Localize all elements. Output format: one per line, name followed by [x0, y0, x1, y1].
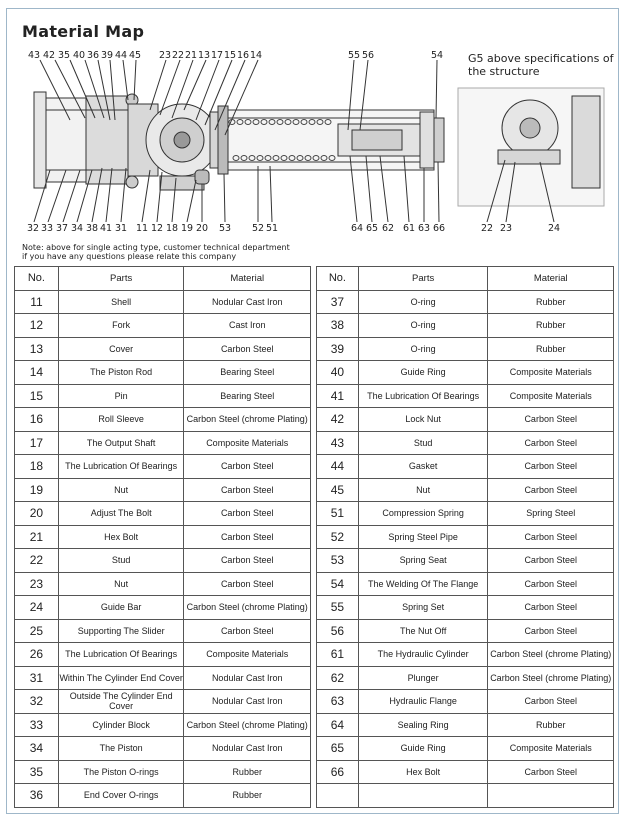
cell-no: 32	[15, 690, 59, 714]
cell-material: Carbon Steel	[488, 408, 614, 432]
cell-parts: Stud	[358, 431, 488, 455]
cell-parts: Stud	[58, 549, 184, 573]
table-row	[317, 572, 614, 596]
cell-no: 31	[15, 666, 59, 690]
table-row	[15, 760, 311, 784]
table-row	[317, 431, 614, 455]
cell-parts: The Piston Rod	[58, 361, 184, 385]
table-row	[317, 784, 614, 808]
cell-parts: Supporting The Slider	[58, 619, 184, 643]
callout-label: 11	[136, 223, 149, 234]
callout-label: 18	[166, 223, 179, 234]
table-row	[317, 619, 614, 643]
cell-no: 55	[317, 596, 359, 620]
parts-table-left	[14, 266, 311, 808]
cell-parts: The Lubrication Of Bearings	[358, 384, 488, 408]
cell-material: Carbon Steel	[184, 502, 311, 526]
cell-no: 33	[15, 713, 59, 737]
page-title: Material Map	[22, 22, 145, 41]
cell-parts: Compression Spring	[358, 502, 488, 526]
table-row	[15, 572, 311, 596]
callout-label: 36	[87, 50, 100, 61]
cell-no: 56	[317, 619, 359, 643]
table-row	[317, 384, 614, 408]
cell-parts: Shell	[58, 290, 184, 314]
note-line: if you have any questions please relate this company	[22, 252, 237, 261]
cell-material: Bearing Steel	[184, 361, 311, 385]
cell-material: Carbon Steel (chrome Plating)	[184, 596, 311, 620]
cell-parts: End Cover O-rings	[58, 784, 184, 808]
cell-no: 44	[317, 455, 359, 479]
callout-label: 23	[500, 223, 513, 234]
cell-parts: Hydraulic Flange	[358, 690, 488, 714]
callout-label: 43	[28, 50, 41, 61]
cell-parts: Gasket	[358, 455, 488, 479]
actuator-drawing	[0, 0, 627, 260]
cell-no: 16	[15, 408, 59, 432]
table-row	[15, 384, 311, 408]
cell-material: Carbon Steel	[184, 478, 311, 502]
callout-label: 24	[548, 223, 561, 234]
cell-no: 43	[317, 431, 359, 455]
callout-label: 62	[382, 223, 395, 234]
callout-label: 52	[252, 223, 265, 234]
cell-material: Carbon Steel (chrome Plating)	[184, 408, 311, 432]
table-row	[317, 760, 614, 784]
callout-label: 15	[224, 50, 237, 61]
callout-label: 45	[129, 50, 142, 61]
cell-no: 37	[317, 290, 359, 314]
table-row	[15, 737, 311, 761]
table-row	[15, 314, 311, 338]
table-row	[317, 455, 614, 479]
cell-material: Carbon Steel	[488, 525, 614, 549]
cell-material: Composite Materials	[184, 643, 311, 667]
table-row	[15, 690, 311, 714]
table-row	[15, 431, 311, 455]
callout-label: 65	[366, 223, 379, 234]
callout-label: 61	[403, 223, 416, 234]
cell-material: Rubber	[184, 760, 311, 784]
cell-no: 14	[15, 361, 59, 385]
callout-label: 66	[433, 223, 446, 234]
parts-table-right	[316, 266, 614, 808]
cell-parts: Cylinder Block	[58, 713, 184, 737]
cell-no: 39	[317, 337, 359, 361]
callout-label: 37	[56, 223, 69, 234]
cell-no: 21	[15, 525, 59, 549]
callout-label: 31	[115, 223, 128, 234]
cell-material: Cast Iron	[184, 314, 311, 338]
table-row	[15, 478, 311, 502]
cell-parts: Spring Seat	[358, 549, 488, 573]
table-row	[317, 596, 614, 620]
cell-parts: Cover	[58, 337, 184, 361]
cell-no: 36	[15, 784, 59, 808]
cell-no: 11	[15, 290, 59, 314]
cell-material: Nodular Cast Iron	[184, 666, 311, 690]
cell-parts: O-ring	[358, 337, 488, 361]
callout-label: 40	[73, 50, 86, 61]
cell-material: Carbon Steel	[184, 549, 311, 573]
cell-material: Carbon Steel (chrome Plating)	[488, 643, 614, 667]
callout-label: 17	[211, 50, 224, 61]
cell-parts: Roll Sleeve	[58, 408, 184, 432]
table-row	[317, 690, 614, 714]
callout-label: 33	[41, 223, 54, 234]
cell-no: 26	[15, 643, 59, 667]
cell-no: 35	[15, 760, 59, 784]
cell-parts: Sealing Ring	[358, 713, 488, 737]
cell-parts: Nut	[58, 478, 184, 502]
cell-no: 13	[15, 337, 59, 361]
cell-no	[317, 784, 359, 808]
note-line: Note: above for single acting type, customer technical department	[22, 243, 290, 252]
callout-label: 41	[100, 223, 113, 234]
cell-parts: The Hydraulic Cylinder	[358, 643, 488, 667]
cell-parts	[358, 784, 488, 808]
table-row	[317, 713, 614, 737]
cell-parts: The Output Shaft	[58, 431, 184, 455]
cell-parts: The Lubrication Of Bearings	[58, 643, 184, 667]
cell-material: Nodular Cast Iron	[184, 737, 311, 761]
callout-label: 21	[185, 50, 198, 61]
callout-label: 39	[101, 50, 114, 61]
cell-material: Carbon Steel	[488, 572, 614, 596]
cell-no: 54	[317, 572, 359, 596]
cell-material: Carbon Steel (chrome Plating)	[488, 666, 614, 690]
cell-parts: Lock Nut	[358, 408, 488, 432]
cell-material: Carbon Steel	[488, 478, 614, 502]
header-material: Material	[488, 267, 614, 291]
cell-material: Rubber	[488, 713, 614, 737]
table-row	[15, 290, 311, 314]
cell-material: Composite Materials	[488, 737, 614, 761]
cell-material: Carbon Steel	[184, 455, 311, 479]
callout-label: 12	[151, 223, 164, 234]
cell-parts: The Welding Of The Flange	[358, 572, 488, 596]
callout-label: 51	[266, 223, 279, 234]
cell-material: Composite Materials	[488, 384, 614, 408]
cell-no: 17	[15, 431, 59, 455]
callout-label: 54	[431, 50, 444, 61]
cell-no: 42	[317, 408, 359, 432]
cell-parts: Guide Bar	[58, 596, 184, 620]
cell-material: Composite Materials	[488, 361, 614, 385]
cell-parts: Outside The Cylinder End Cover	[58, 690, 184, 714]
table-row	[317, 290, 614, 314]
cell-material: Carbon Steel	[488, 431, 614, 455]
table-row	[317, 314, 614, 338]
cell-material: Carbon Steel	[184, 619, 311, 643]
cell-parts: Within The Cylinder End Cover	[58, 666, 184, 690]
cell-parts: Spring Set	[358, 596, 488, 620]
cell-parts: Plunger	[358, 666, 488, 690]
callout-label: 56	[362, 50, 375, 61]
g5-structure-note: G5 above specifications of the structure	[468, 52, 614, 78]
cell-material: Carbon Steel	[184, 572, 311, 596]
table-row	[317, 643, 614, 667]
cell-material: Carbon Steel	[184, 337, 311, 361]
cell-no: 51	[317, 502, 359, 526]
cell-no: 53	[317, 549, 359, 573]
cell-material: Rubber	[488, 314, 614, 338]
cell-material: Bearing Steel	[184, 384, 311, 408]
callout-label: 22	[172, 50, 185, 61]
table-row	[15, 713, 311, 737]
table-row	[15, 525, 311, 549]
table-row	[15, 666, 311, 690]
cell-parts: Hex Bolt	[358, 760, 488, 784]
cell-no: 20	[15, 502, 59, 526]
table-row	[317, 502, 614, 526]
table-row	[15, 619, 311, 643]
header-no: No.	[317, 267, 359, 291]
table-row	[317, 337, 614, 361]
cell-parts: The Piston	[58, 737, 184, 761]
note-text	[22, 243, 290, 261]
callout-label: 22	[481, 223, 494, 234]
cell-parts: Spring Steel Pipe	[358, 525, 488, 549]
cell-parts: Fork	[58, 314, 184, 338]
cell-no: 65	[317, 737, 359, 761]
cell-parts: The Nut Off	[358, 619, 488, 643]
cell-no: 64	[317, 713, 359, 737]
cell-parts: Adjust The Bolt	[58, 502, 184, 526]
cell-no: 41	[317, 384, 359, 408]
table-row	[15, 408, 311, 432]
table-row	[317, 666, 614, 690]
callout-label: 35	[58, 50, 71, 61]
cell-no: 45	[317, 478, 359, 502]
cell-no: 24	[15, 596, 59, 620]
cell-material: Carbon Steel	[184, 525, 311, 549]
callout-label: 53	[219, 223, 232, 234]
cell-material: Nodular Cast Iron	[184, 290, 311, 314]
cell-parts: O-ring	[358, 290, 488, 314]
cell-no: 25	[15, 619, 59, 643]
table-row	[15, 455, 311, 479]
cell-material: Composite Materials	[184, 431, 311, 455]
table-row	[15, 596, 311, 620]
cell-parts: Nut	[358, 478, 488, 502]
table-row	[15, 502, 311, 526]
cell-material: Carbon Steel	[488, 596, 614, 620]
cell-no: 22	[15, 549, 59, 573]
cell-no: 12	[15, 314, 59, 338]
table-row	[317, 549, 614, 573]
cell-no: 40	[317, 361, 359, 385]
cell-material: Carbon Steel	[488, 619, 614, 643]
cell-no: 62	[317, 666, 359, 690]
callout-label: 14	[250, 50, 263, 61]
header-material: Material	[184, 267, 311, 291]
callout-label: 20	[196, 223, 209, 234]
cell-parts: Hex Bolt	[58, 525, 184, 549]
cell-no: 19	[15, 478, 59, 502]
callout-label: 34	[71, 223, 84, 234]
cell-material: Carbon Steel (chrome Plating)	[184, 713, 311, 737]
cell-material: Carbon Steel	[488, 549, 614, 573]
cell-parts: Guide Ring	[358, 361, 488, 385]
cell-material: Rubber	[184, 784, 311, 808]
header-parts: Parts	[58, 267, 184, 291]
callout-label: 42	[43, 50, 56, 61]
cell-parts: Nut	[58, 572, 184, 596]
callout-label: 19	[181, 223, 194, 234]
cell-no: 18	[15, 455, 59, 479]
cell-parts: The Piston O-rings	[58, 760, 184, 784]
callout-label: 13	[198, 50, 211, 61]
cell-parts: Pin	[58, 384, 184, 408]
cell-parts: The Lubrication Of Bearings	[58, 455, 184, 479]
cell-no: 66	[317, 760, 359, 784]
header-parts: Parts	[358, 267, 488, 291]
callout-label: 64	[351, 223, 364, 234]
callout-label: 55	[348, 50, 361, 61]
table-row	[15, 549, 311, 573]
table-header-row	[15, 267, 311, 291]
table-header-row	[317, 267, 614, 291]
table-row	[15, 643, 311, 667]
table-row	[317, 408, 614, 432]
cell-parts: O-ring	[358, 314, 488, 338]
cell-no: 61	[317, 643, 359, 667]
table-row	[317, 478, 614, 502]
callout-label: 23	[159, 50, 172, 61]
cell-material: Rubber	[488, 337, 614, 361]
cell-no: 23	[15, 572, 59, 596]
cell-no: 52	[317, 525, 359, 549]
callout-label: 63	[418, 223, 431, 234]
cell-no: 63	[317, 690, 359, 714]
cell-no: 15	[15, 384, 59, 408]
table-row	[15, 337, 311, 361]
header-no: No.	[15, 267, 59, 291]
callout-label: 38	[86, 223, 99, 234]
table-row	[15, 784, 311, 808]
cell-no: 34	[15, 737, 59, 761]
cell-material: Carbon Steel	[488, 760, 614, 784]
cell-material	[488, 784, 614, 808]
table-row	[317, 737, 614, 761]
callout-label: 32	[27, 223, 40, 234]
cell-material: Carbon Steel	[488, 690, 614, 714]
table-row	[15, 361, 311, 385]
cell-no: 38	[317, 314, 359, 338]
table-row	[317, 525, 614, 549]
table-row	[317, 361, 614, 385]
callout-label: 44	[115, 50, 128, 61]
cell-material: Rubber	[488, 290, 614, 314]
cell-material: Spring Steel	[488, 502, 614, 526]
cell-parts: Guide Ring	[358, 737, 488, 761]
cell-material: Nodular Cast Iron	[184, 690, 311, 714]
cell-material: Carbon Steel	[488, 455, 614, 479]
callout-label: 16	[237, 50, 250, 61]
